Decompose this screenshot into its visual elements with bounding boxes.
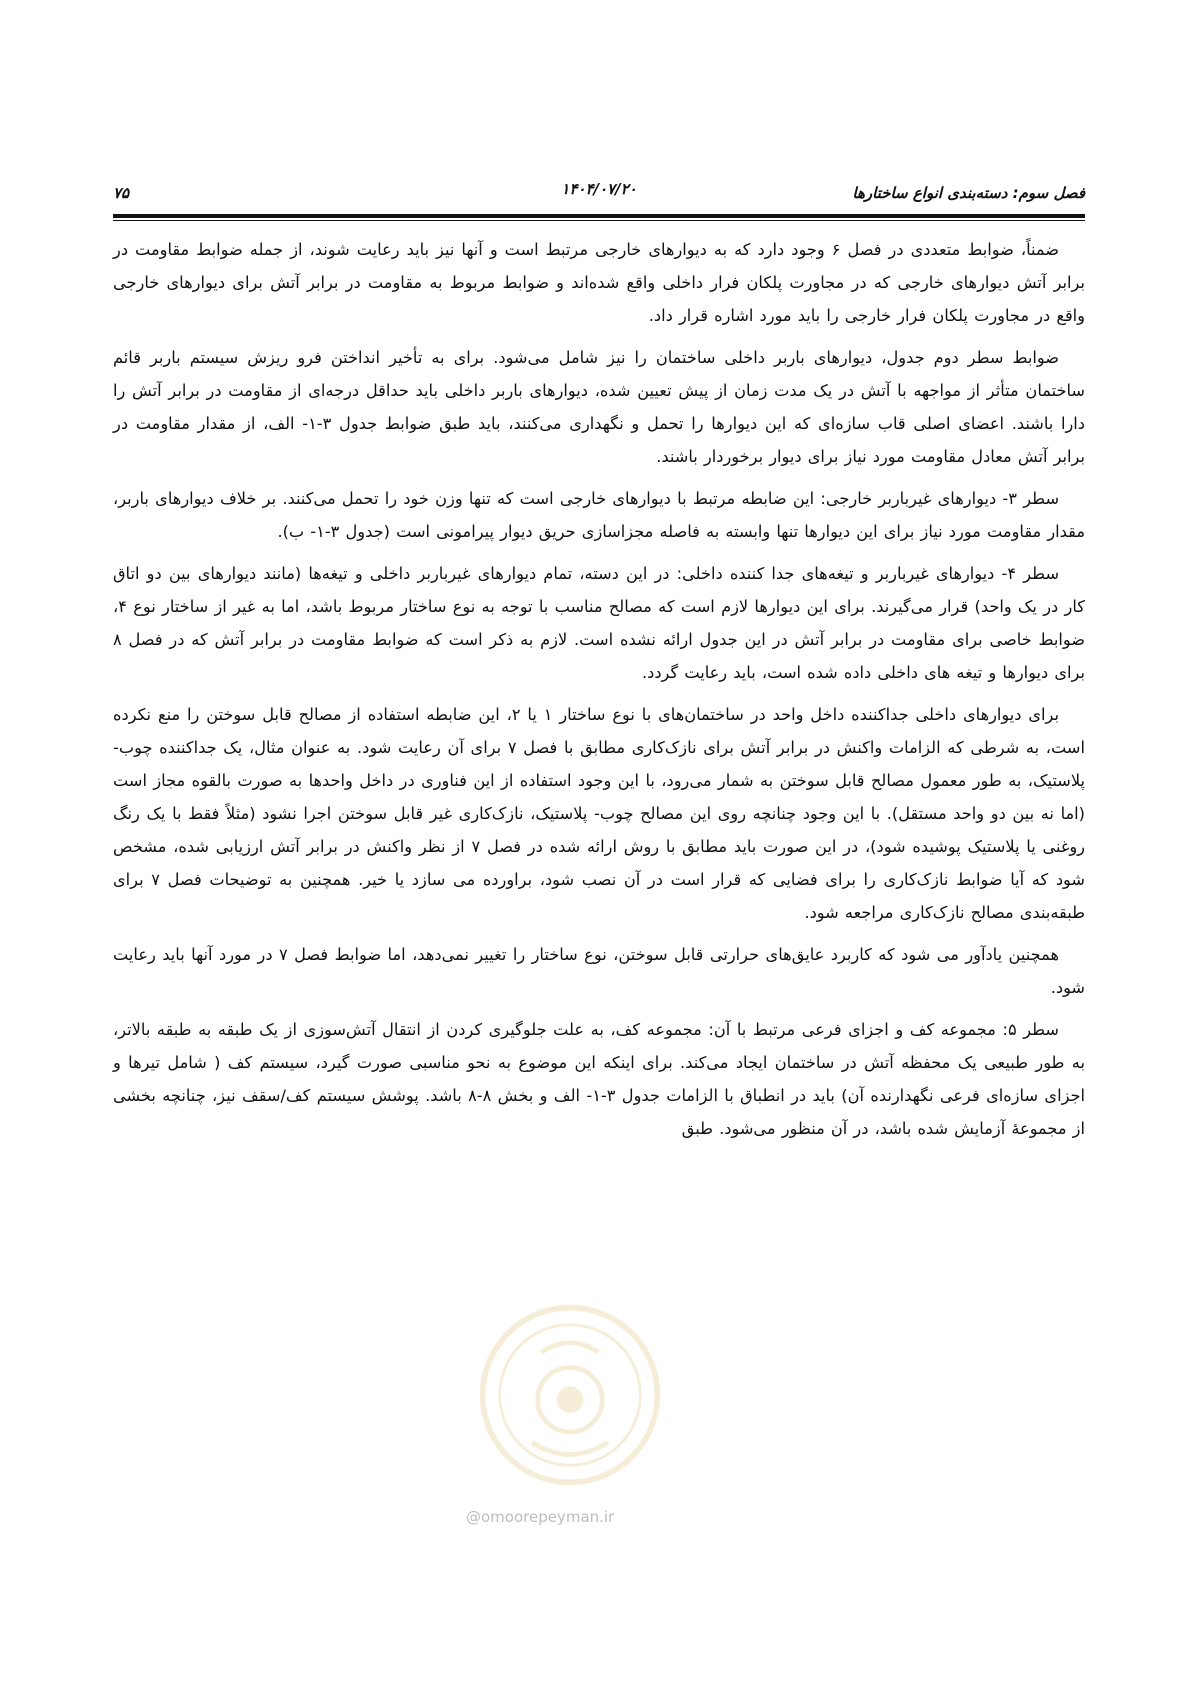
paragraph: سطر ۴- دیوارهای غیرباربر و تیغه‌های جدا کننده داخلی: در این دسته، تمام دیوارهای غیرباربر داخلی و تیغه‌ها (مانند دیوارهای بین دو اتاق کار در یک واحد) قرار می‌گیرند. برای این دیوارها لازم است که مصالح مناسب با توجه به نوع ساختار مربوط باشد، اما به غیر از ساختار نوع ۴، ضوابط خاصی برای مقاومت در برابر آتش در این جدول ارائه نشده است. لازم به ذکر است که ضوابط مقاومت در برابر آتش که در فصل ۸ برای دیوارها و تیغه های داخلی داده شده است، باید رعایت گردد. xyxy=(113,564,1085,682)
body-text xyxy=(113,233,1085,1145)
header-rule-thick xyxy=(113,214,1085,218)
page-number: ۷۵ xyxy=(113,184,130,202)
watermark-text: @omoorepeyman.ir xyxy=(466,1508,615,1526)
paragraph: سطر ۳- دیوارهای غیرباربر خارجی: این ضابطه مرتبط با دیوارهای خارجی است که تنها وزن خود را تحمل می‌کنند. بر خلاف دیوارهای باربر، مقدار مقاومت مورد نیاز برای این دیوارها تنها وابسته به فاصله مجزاسازی حریق دیوار پیرامونی است (جدول ۳-۱- ب). xyxy=(113,489,1085,541)
header-date: ۱۴۰۴/۰۷/۲۰ xyxy=(561,180,637,198)
header-rule-thin xyxy=(113,220,1085,221)
paragraph: ضوابط سطر دوم جدول، دیوارهای باربر داخلی ساختمان را نیز شامل می‌شود. برای به تأخیر انداختن فرو ریزش سیستم باربر قائم ساختمان متأثر از مواجهه با آتش در یک مدت زمان از پیش تعیین شده، دیوارهای باربر داخلی باید حداقل درجه‌ای از مقاومت در برابر آتش را دارا باشند. اعضای اصلی قاب سازه‌ای که این دیوارها را تحمل و نگهداری می‌کنند، باید طبق ضوابط جدول ۳-۱- الف، از مقدار مقاومت در برابر آتش معادل مقاومت مورد نیاز برای دیوار برخوردار باشند. xyxy=(113,348,1085,466)
watermark-seal-icon xyxy=(475,1300,665,1490)
chapter-title: فصل سوم: دسته‌بندی انواع ساختارها xyxy=(852,184,1085,202)
paragraph: همچنین یادآور می شود که کاربرد عایق‌های حرارتی قابل سوختن، نوع ساختار را تغییر نمی‌دهد، اما ضوابط فصل ۷ در مورد آنها باید رعایت شود. xyxy=(113,945,1085,997)
page-header xyxy=(113,180,1085,208)
paragraph: سطر ۵: مجموعه کف و اجزای فرعی مرتبط با آن: مجموعه کف، به علت جلوگیری کردن از انتقال آتش‌سوزی از یک طبقه به طبقه بالاتر، به طور طبیعی یک محفظه آتش در ساختمان ایجاد می‌کند. برای اینکه این موضوع به نحو مناسبی صورت گیرد، سیستم کف ( شامل تیرها و اجزای سازه‌ای فرعی نگهدارنده آن) باید در انطباق با الزامات جدول ۳-۱- الف و بخش ۸-۸ باشد. پوشش سیستم کف/سقف نیز، چنانچه بخشی از مجموعهٔ آزمایش شده باشد، در آن منظور می‌شود. طبق xyxy=(113,1020,1086,1138)
document-page xyxy=(113,180,1085,1154)
paragraph: ضمناً، ضوابط متعددی در فصل ۶ وجود دارد که به دیوارهای خارجی مرتبط است و آنها نیز باید رعایت شوند، از جمله ضوابط مقاومت در برابر آتش دیوارهای خارجی که در مجاورت پلکان فرار داخلی واقع شده‌اند و ضوابط مربوط به مقاومت در برابر آتش برای دیوارهای خارجی واقع در مجاورت پلکان فرار خارجی را باید مورد اشاره قرار داد. xyxy=(113,240,1085,325)
paragraph: برای دیوارهای داخلی جداکننده داخل واحد در ساختمان‌های با نوع ساختار ۱ یا ۲، این ضابطه استفاده از مصالح قابل سوختن را منع نکرده است، به شرطی که الزامات واکنش در برابر آتش برای نازک‌کاری مطابق با فصل ۷ برای آن رعایت شود. به عنوان مثال، یک جداکننده چوب-پلاستیک، به طور معمول مصالح قابل سوختن به شمار می‌رود، با این وجود استفاده از این فناوری در داخل واحدها به صورت بالقوه مجاز است (اما نه بین دو واحد مستقل). با این وجود چنانچه روی این مصالح چوب- پلاستیک، نازک‌کاری غیر قابل سوختن اجرا نشود (مثلاً فقط با یک رنگ روغنی یا پلاستیک پوشیده شود)، در این صورت باید مطابق با روش ارائه شده در فصل ۷ از نظر واکنش در برابر آتش ارزیابی شده، مشخص شود که آیا ضوابط نازک‌کاری را برای فضایی که قرار است در آن نصب شود، براورده می سازد یا خیر. همچنین به توضیحات فصل ۷ برای طبقه‌بندی مصالح نازک‌کاری مراجعه شود. xyxy=(113,705,1085,922)
